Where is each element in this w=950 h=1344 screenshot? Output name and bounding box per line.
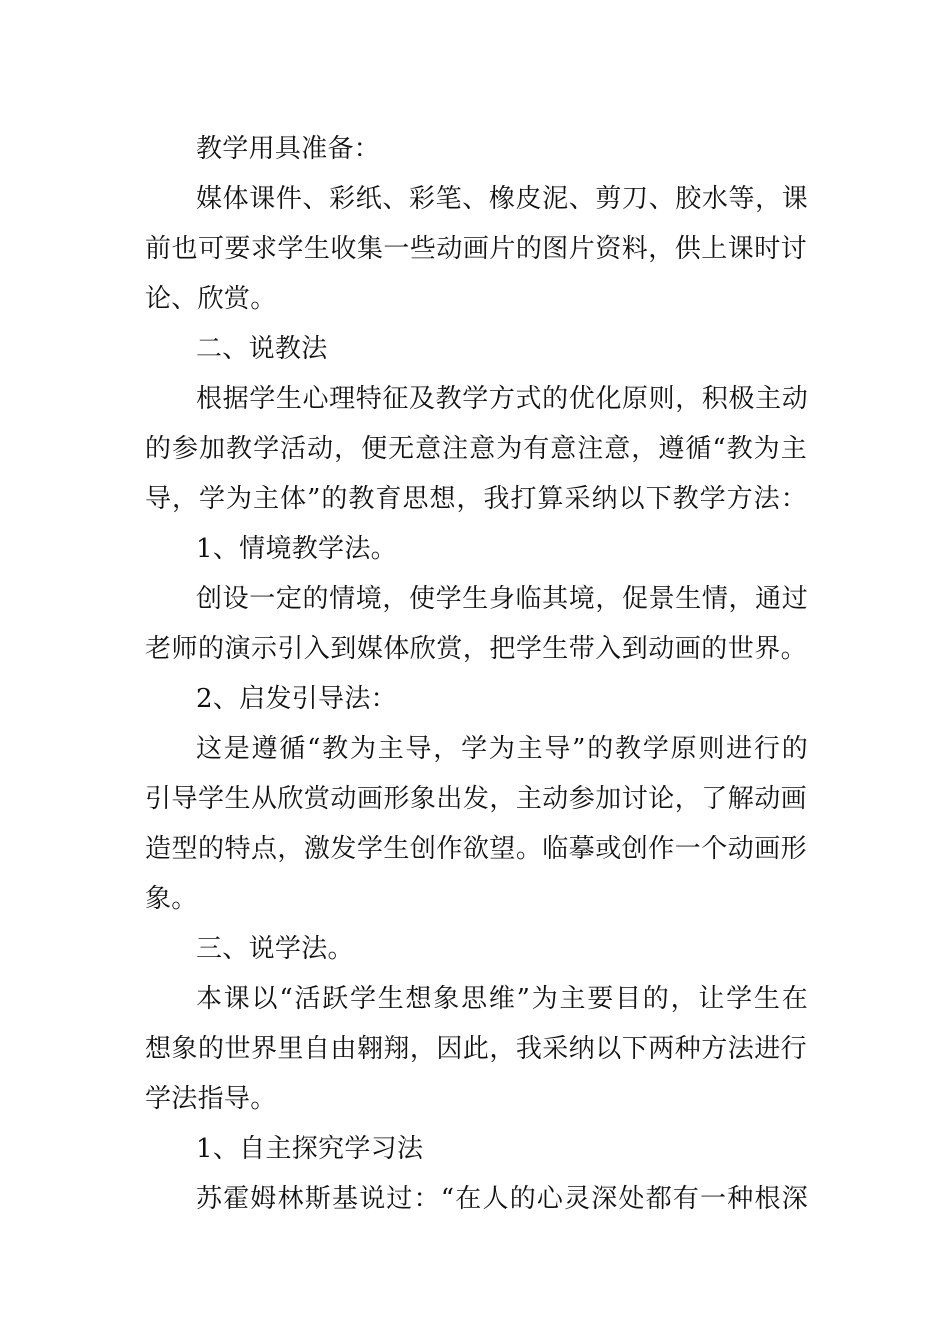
text-line-3: 前也可要求学生收集一些动画片的图片资料，供上课时讨 <box>145 234 807 264</box>
text-line-7: 的参加教学活动，便无意注意为有意注意，遵循“教为主 <box>145 434 807 464</box>
section-heading-learning-method: 三、说学法。 <box>196 934 354 964</box>
text-line-11: 老师的演示引入到媒体欣赏，把学生带入到动画的世界。 <box>145 634 807 664</box>
text-line-13: 这是遵循“教为主导，学为主导”的教学原则进行的 <box>196 734 808 764</box>
text-line-14: 引导学生从欣赏动画形象出发，主动参加讨论，了解动画 <box>145 784 807 814</box>
text-line-19: 想象的世界里自由翱翔，因此，我采纳以下两种方法进行 <box>145 1034 807 1064</box>
subheading-self-inquiry-method: 1、自主探究学习法 <box>196 1134 424 1164</box>
text-line-10: 创设一定的情境，使学生身临其境，促景生情，通过 <box>196 584 808 614</box>
text-line-8: 导，学为主体”的教育思想，我打算采纳以下教学方法： <box>145 484 807 514</box>
subheading-situational-method: 1、情境教学法。 <box>196 534 397 564</box>
text-line-6: 根据学生心理特征及教学方式的优化原则，积极主动 <box>196 384 808 414</box>
text-line-20: 学法指导。 <box>145 1084 277 1114</box>
section-heading-teaching-method: 二、说教法 <box>196 334 328 364</box>
text-line-1: 教学用具准备： <box>196 134 381 164</box>
text-line-18: 本课以“活跃学生想象思维”为主要目的，让学生在 <box>196 984 808 1014</box>
text-line-16: 象。 <box>145 884 198 914</box>
subheading-inspiration-method: 2、启发引导法： <box>196 684 397 714</box>
text-line-4: 论、欣赏。 <box>145 284 277 314</box>
text-line-15: 造型的特点，激发学生创作欲望。临摹或创作一个动画形 <box>145 834 807 864</box>
text-line-2: 媒体课件、彩纸、彩笔、橡皮泥、剪刀、胶水等，课 <box>196 184 808 214</box>
text-line-22: 苏霍姆林斯基说过：“在人的心灵深处都有一种根深 <box>196 1184 808 1214</box>
